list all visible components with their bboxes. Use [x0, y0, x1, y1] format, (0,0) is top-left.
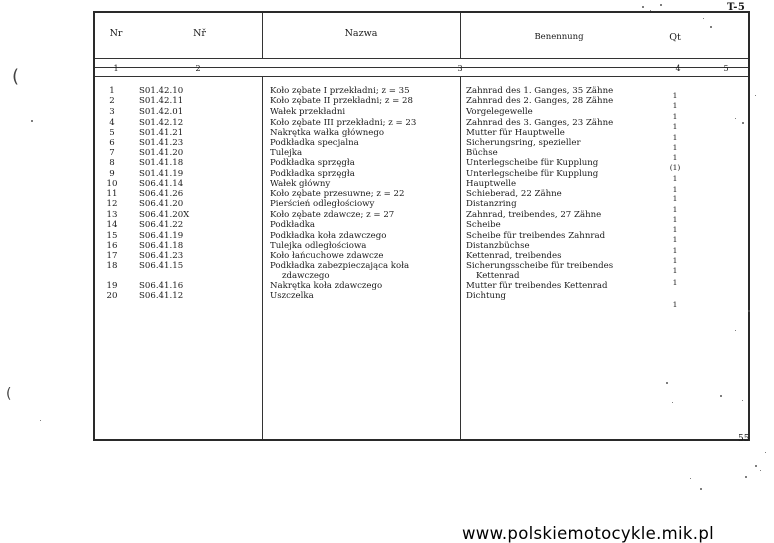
scan-speck: [748, 310, 750, 312]
german-name: Zahnrad des 3. Ganges, 23 Zähne: [466, 118, 614, 128]
part-number: S06.41.18: [139, 241, 184, 251]
quantity: 1: [672, 101, 678, 110]
col-divider-2b: [262, 76, 263, 439]
row-number: 7: [109, 148, 115, 158]
german-name: Kettenrad: [476, 271, 520, 281]
polish-name: Wałek przekładni: [270, 107, 346, 117]
part-number: S06.41.26: [139, 189, 184, 199]
row-number: 12: [106, 199, 118, 209]
row-number: 15: [106, 231, 118, 241]
german-name: Zahnrad des 2. Ganges, 28 Zähne: [466, 96, 614, 106]
german-name: Distanzbüchse: [466, 241, 530, 251]
row-number: 10: [106, 179, 118, 189]
header-qty: Qt: [669, 31, 681, 43]
header-benennung: Benennung: [534, 32, 584, 42]
polish-name: Uszczelka: [270, 291, 314, 301]
german-name: Hauptwelle: [466, 179, 517, 189]
column-number-3: 3: [457, 64, 463, 73]
polish-name: Tulejka odległościowa: [270, 241, 367, 251]
part-number: S06.41.15: [139, 261, 184, 271]
scan-speck: [660, 4, 662, 6]
header-nazwa: Nazwa: [344, 27, 378, 39]
quantity: 1: [672, 194, 678, 203]
scan-mark-left-top: (: [12, 66, 20, 87]
scan-speck: [735, 118, 736, 119]
col-divider-3b: [460, 76, 461, 439]
scan-speck: [666, 382, 668, 384]
column-number-1: 1: [113, 64, 119, 73]
polish-name: Koło zębate przesuwne; z = 22: [270, 189, 405, 199]
polish-name: Tulejka: [270, 148, 303, 158]
quantity: 1: [672, 225, 678, 234]
german-name: Sicherungsring, spezieller: [466, 138, 581, 148]
row-number: 6: [109, 138, 115, 148]
part-number: S06.41.16: [139, 281, 184, 291]
polish-name: Podkładka specjalna: [270, 138, 359, 148]
german-name: Vorgelegewelle: [466, 107, 533, 117]
part-number: S01.41.21: [139, 128, 184, 138]
column-number-4: 4: [675, 64, 681, 73]
polish-name: Podkładka sprzęgła: [270, 169, 355, 179]
part-number: S01.41.23: [139, 138, 184, 148]
polish-name: Wałek główny: [270, 179, 331, 189]
german-name: Zahnrad des 1. Ganges, 35 Zähne: [466, 86, 614, 96]
footer-url[interactable]: www.polskiemotocykle.mik.pl: [462, 524, 714, 543]
row-number: 3: [109, 107, 115, 117]
quantity: 1: [672, 133, 678, 142]
scan-speck: [755, 465, 757, 467]
german-name: Scheibe: [466, 220, 501, 230]
scan-speck: [755, 95, 756, 96]
part-number: S01.42.12: [139, 118, 184, 128]
part-number: S01.42.11: [139, 96, 184, 106]
quantity: 1: [672, 215, 678, 224]
quantity: 1: [672, 112, 678, 121]
polish-name: Podkładka zabezpieczająca koła: [270, 261, 410, 271]
german-name: Distanzring: [466, 199, 517, 209]
row-number: 19: [106, 281, 118, 291]
german-name: Kettenrad, treibendes: [466, 251, 562, 261]
polish-name: Koło łańcuchowe zdawcze: [270, 251, 384, 261]
part-number: S06.41.20X: [139, 210, 190, 220]
scan-speck: [700, 488, 702, 490]
polish-name: Koło zębate zdawcze; z = 27: [270, 210, 395, 220]
german-name: Büchse: [466, 148, 498, 158]
german-name: Unterlegscheibe für Kupplung: [466, 169, 599, 179]
polish-name: Koło zębate II przekładni; z = 28: [270, 96, 413, 106]
polish-name: Podkładka: [270, 220, 316, 230]
german-name: Mutter für Hauptwelle: [466, 128, 565, 138]
column-number-2: 2: [195, 64, 201, 73]
quantity: 1: [672, 153, 678, 162]
polish-name: Nakrętka wałka głównego: [270, 128, 385, 138]
page-number: 55: [738, 434, 750, 444]
german-name: Mutter für treibendes Kettenrad: [466, 281, 608, 291]
polish-name: Pierścień odległościowy: [270, 199, 375, 209]
row-number: 17: [106, 251, 118, 261]
polish-name: Podkładka koła zdawczego: [270, 231, 387, 241]
scan-mark-left-bottom: (: [6, 386, 12, 402]
row-number: 9: [109, 169, 115, 179]
quantity: 1: [672, 278, 678, 287]
part-number: S06.41.22: [139, 220, 184, 230]
row-number: 16: [106, 241, 118, 251]
scan-speck: [703, 18, 704, 19]
quantity: 1: [672, 143, 678, 152]
row-number: 11: [106, 189, 118, 199]
scan-speck: [642, 6, 644, 8]
part-number: S06.41.19: [139, 231, 184, 241]
part-number: S06.41.14: [139, 179, 184, 189]
header-no: Nr: [109, 27, 123, 39]
quantity: 1: [672, 266, 678, 275]
quantity: 1: [672, 122, 678, 131]
part-number: S06.41.23: [139, 251, 184, 261]
german-name: Schieberad, 22 Zähne: [466, 189, 562, 199]
part-number: S01.41.19: [139, 169, 184, 179]
row-number: 13: [106, 210, 118, 220]
german-name: Zahnrad, treibendes, 27 Zähne: [466, 210, 602, 220]
scan-speck: [742, 122, 744, 124]
row-number: 20: [106, 291, 118, 301]
part-number: S01.41.20: [139, 148, 184, 158]
scan-speck: [650, 10, 651, 11]
header-part-no: Nř: [193, 27, 206, 39]
column-number-5: 5: [723, 64, 729, 73]
scan-speck: [760, 470, 761, 471]
row-number: 14: [106, 220, 118, 230]
parts-table: [93, 11, 750, 441]
quantity: 1: [672, 185, 678, 194]
quantity: 1: [672, 205, 678, 214]
quantity: 1: [672, 300, 678, 309]
row-number: 4: [109, 118, 115, 128]
scan-speck: [745, 476, 747, 478]
polish-name: Podkładka sprzęgła: [270, 158, 355, 168]
scan-speck: [40, 420, 41, 421]
part-number: S01.42.10: [139, 86, 184, 96]
quantity: 1: [672, 235, 678, 244]
quantity: 1: [672, 256, 678, 265]
polish-name: Nakrętka koła zdawczego: [270, 281, 383, 291]
scan-speck: [735, 330, 736, 331]
polish-name: zdawczego: [282, 271, 330, 281]
german-name: Dichtung: [466, 291, 507, 301]
body-divider: [95, 76, 748, 77]
header-divider: [95, 58, 748, 59]
row-number: 2: [109, 96, 115, 106]
row-number: 8: [109, 158, 115, 168]
scan-speck: [710, 26, 712, 28]
row-number: 5: [109, 128, 115, 138]
quantity: (1): [669, 163, 681, 172]
part-number: S06.41.20: [139, 199, 184, 209]
scan-speck: [672, 402, 673, 403]
scan-speck: [742, 400, 743, 401]
polish-name: Koło zębate I przekładni; z = 35: [270, 86, 410, 96]
row-number: 1: [109, 86, 115, 96]
german-name: Unterlegscheibe für Kupplung: [466, 158, 599, 168]
part-number: S06.41.12: [139, 291, 184, 301]
polish-name: Koło zębate III przekładni; z = 23: [270, 118, 417, 128]
scan-speck: [765, 452, 766, 453]
part-number: S01.42.01: [139, 107, 184, 117]
page-code: T-5: [727, 2, 746, 13]
quantity: 1: [672, 246, 678, 255]
scan-speck: [690, 478, 691, 479]
scan-speck: [31, 120, 33, 122]
scan-speck: [720, 395, 722, 397]
quantity: 1: [672, 91, 678, 100]
quantity: 1: [672, 174, 678, 183]
part-number: S01.41.18: [139, 158, 184, 168]
german-name: Scheibe für treibendes Zahnrad: [466, 231, 606, 241]
row-number: 18: [106, 261, 118, 271]
german-name: Sicherungsscheibe für treibendes: [466, 261, 614, 271]
